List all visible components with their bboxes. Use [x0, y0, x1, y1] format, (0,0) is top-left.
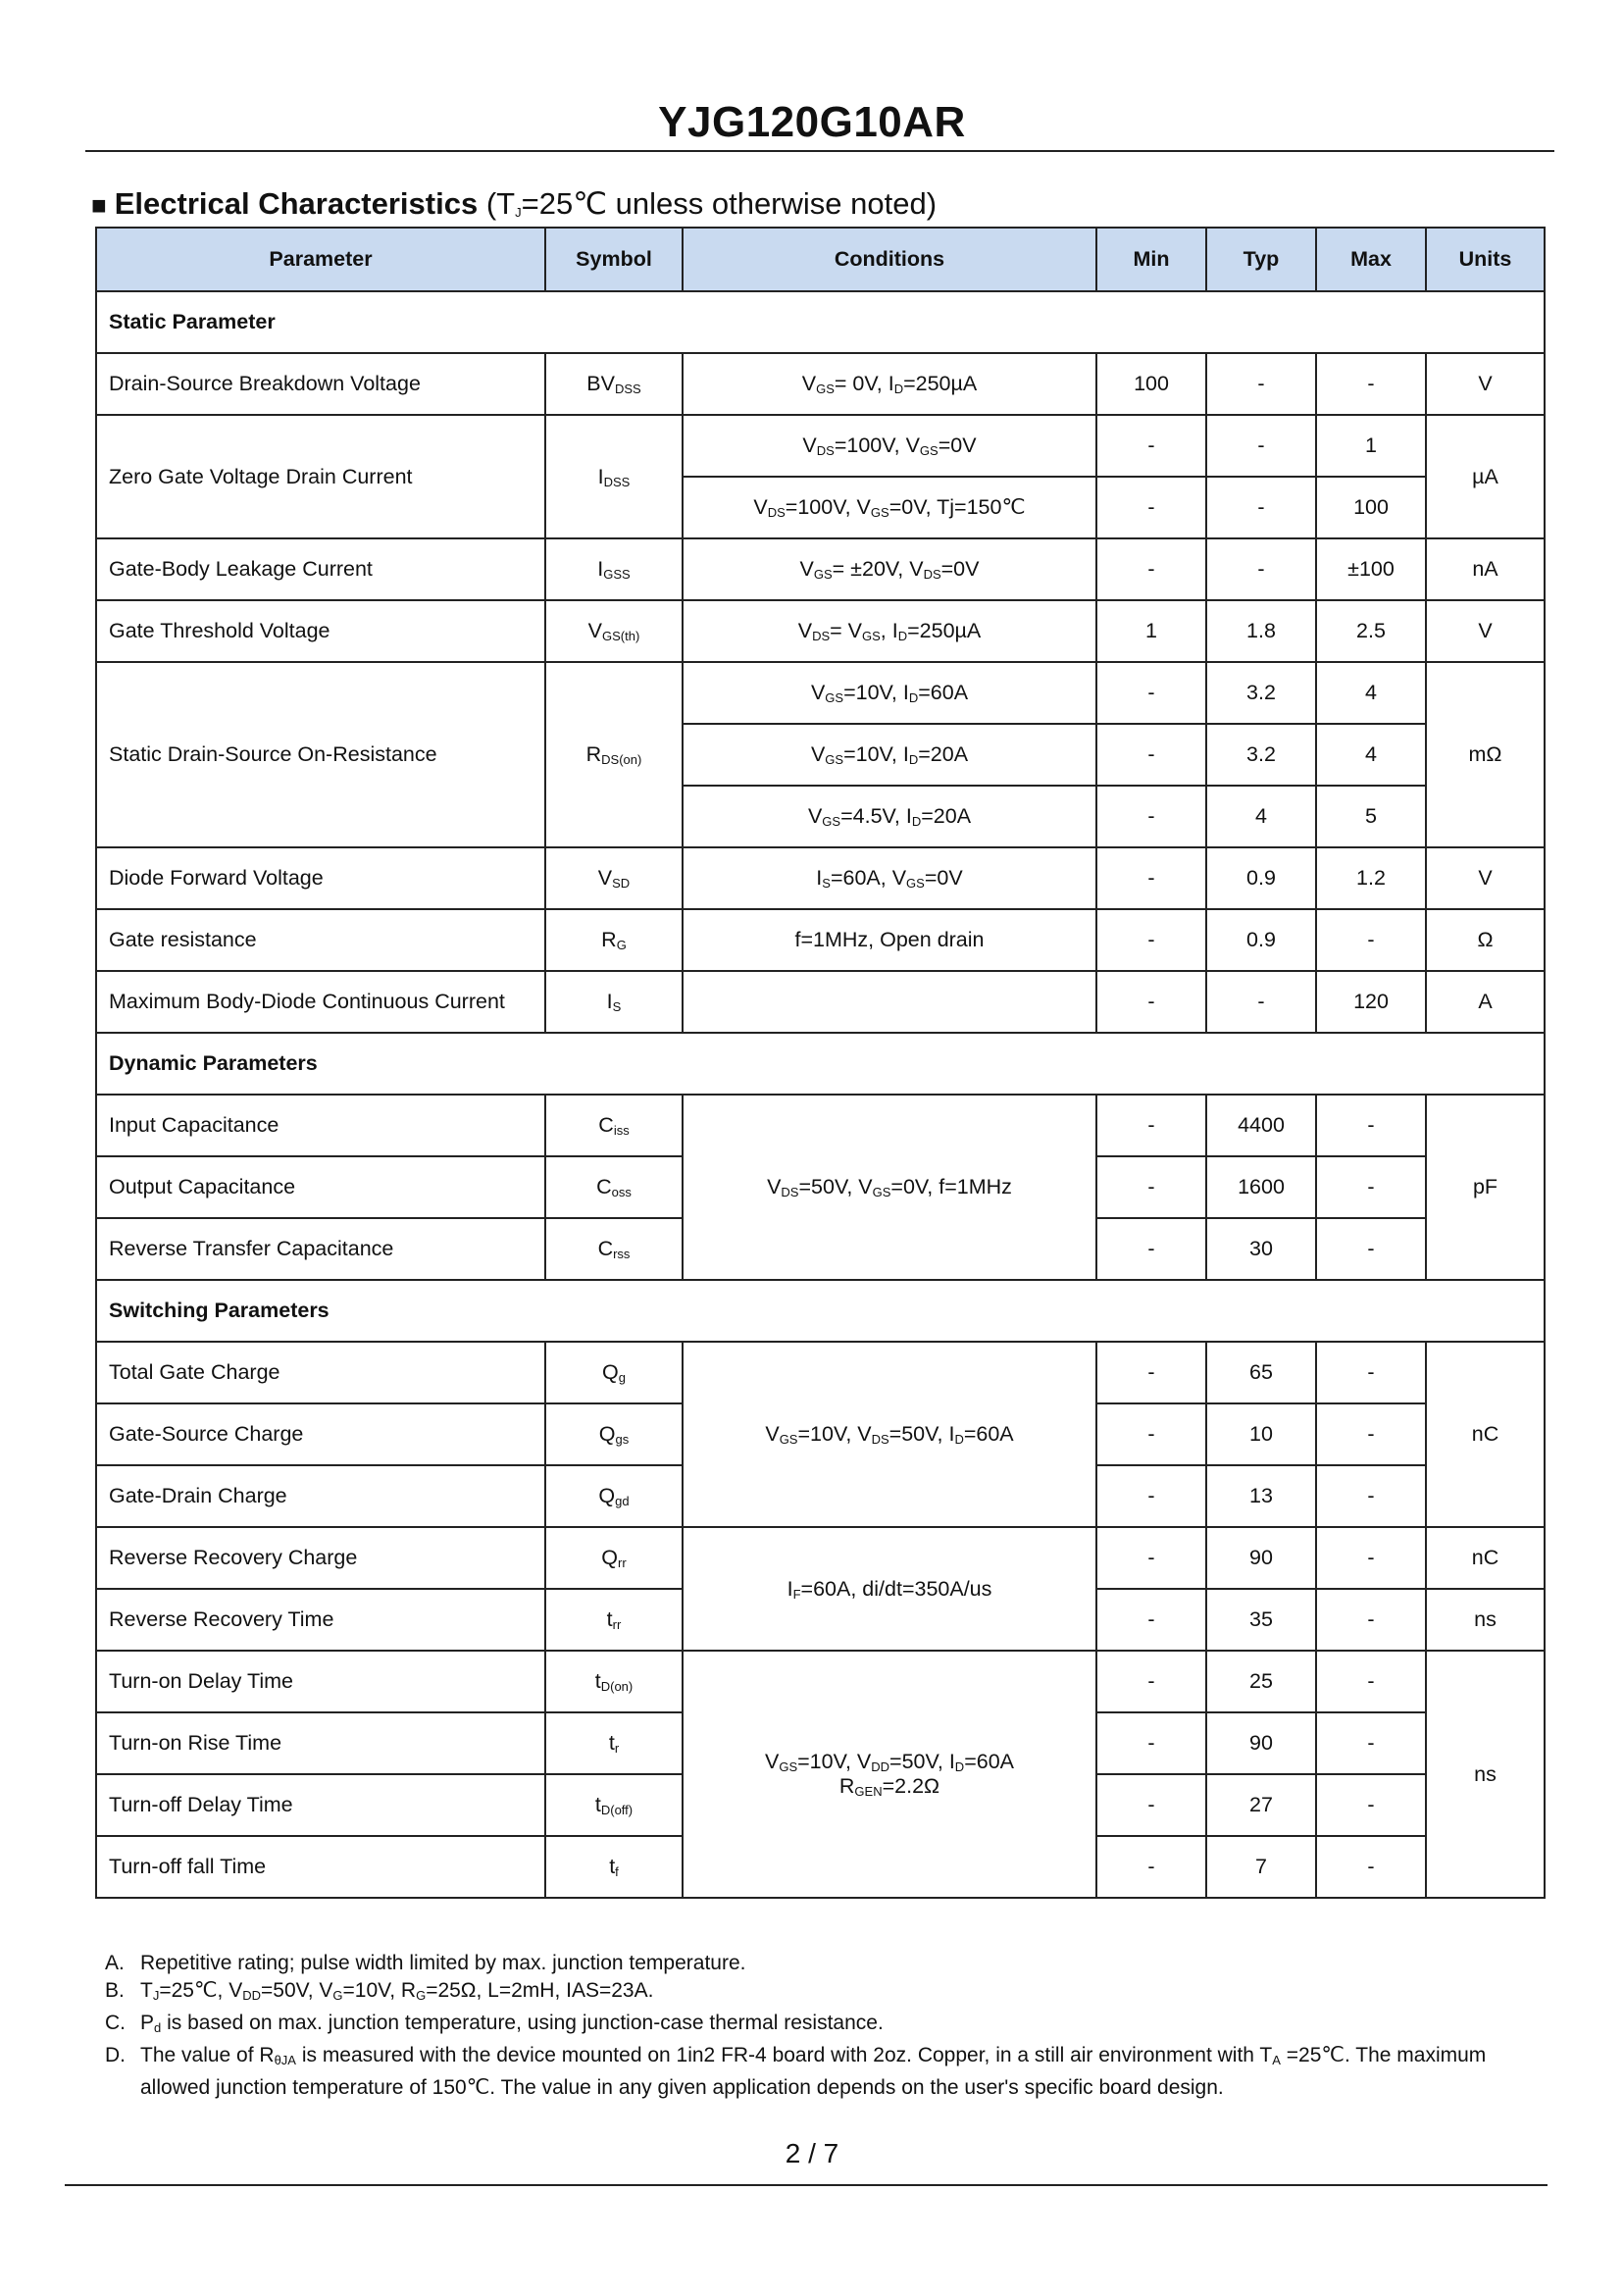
condition-cell: f=1MHz, Open drain — [683, 909, 1096, 971]
table-row — [96, 538, 1545, 600]
typ-cell: 4400 — [1206, 1095, 1316, 1156]
header-rule — [85, 150, 1554, 152]
typ-cell: 3.2 — [1206, 724, 1316, 786]
typ-cell: - — [1206, 971, 1316, 1033]
table-row — [96, 1342, 1545, 1403]
condition-cell: $V_{GS}= 0V$, $I_D=250\mu A$ — [683, 353, 1096, 415]
param-cell: Gate-Source Charge — [96, 1403, 545, 1465]
param-cell: Turn-on Delay Time — [96, 1651, 545, 1712]
symbol-cell: $V_{SD}$ — [545, 847, 683, 909]
footnotes — [105, 1950, 1537, 2102]
condition-cell: $V_{DS}=50V$, $V_{GS}=0V$, f=1MHz — [683, 1095, 1096, 1280]
unit-cell: ns — [1426, 1651, 1545, 1898]
max-cell: - — [1316, 1774, 1426, 1836]
typ-cell: 0.9 — [1206, 847, 1316, 909]
page-number: 2 / 7 — [785, 2138, 839, 2168]
param-cell: Input Capacitance — [96, 1095, 545, 1156]
col-header-typ: Typ — [1206, 228, 1316, 291]
unit-cell: V — [1426, 847, 1545, 909]
typ-cell: 10 — [1206, 1403, 1316, 1465]
typ-cell: 25 — [1206, 1651, 1316, 1712]
min-cell: - — [1096, 1218, 1206, 1280]
symbol-cell: $Q_g$ — [545, 1342, 683, 1403]
symbol-cell: $t_{rr}$ — [545, 1589, 683, 1651]
max-cell: 1 — [1316, 415, 1426, 477]
typ-cell: 1.8 — [1206, 600, 1316, 662]
max-cell: - — [1316, 1403, 1426, 1465]
max-cell: - — [1316, 1156, 1426, 1218]
min-cell: - — [1096, 477, 1206, 538]
group-row — [96, 1280, 1545, 1342]
max-cell: - — [1316, 1527, 1426, 1589]
table-row — [96, 909, 1545, 971]
param-cell: Maximum Body-Diode Continuous Current — [96, 971, 545, 1033]
symbol-cell: $t_{D(off)}$ — [545, 1774, 683, 1836]
unit-cell: µA — [1426, 415, 1545, 538]
min-cell: - — [1096, 1836, 1206, 1898]
electrical-characteristics-table — [95, 227, 1546, 1899]
symbol-cell: $t_{D(on)}$ — [545, 1651, 683, 1712]
condition-cell: $I_S=60A$, $V_{GS}=0V$ — [683, 847, 1096, 909]
max-cell: 4 — [1316, 724, 1426, 786]
condition-cell: $V_{GS}=10V$, $I_D=60A$ — [683, 662, 1096, 724]
group-row — [96, 1033, 1545, 1095]
typ-cell: 7 — [1206, 1836, 1316, 1898]
group-switching-heading: Switching Parameters — [96, 1280, 1545, 1342]
table-row — [96, 415, 1545, 477]
col-header-units: Units — [1426, 228, 1545, 291]
typ-cell: 27 — [1206, 1774, 1316, 1836]
param-cell: Turn-off fall Time — [96, 1836, 545, 1898]
symbol-cell: $Q_{gd}$ — [545, 1465, 683, 1527]
max-cell: - — [1316, 353, 1426, 415]
symbol-cell: $C_{oss}$ — [545, 1156, 683, 1218]
symbol-cell: $Q_{gs}$ — [545, 1403, 683, 1465]
max-cell: - — [1316, 1342, 1426, 1403]
typ-cell: 35 — [1206, 1589, 1316, 1651]
section-marker: ■ — [91, 190, 107, 220]
max-cell: 4 — [1316, 662, 1426, 724]
unit-cell: nC — [1426, 1342, 1545, 1527]
min-cell: - — [1096, 1342, 1206, 1403]
symbol-cell: $t_f$ — [545, 1836, 683, 1898]
max-cell: - — [1316, 1218, 1426, 1280]
min-cell: - — [1096, 1774, 1206, 1836]
param-cell: Diode Forward Voltage — [96, 847, 545, 909]
section-condition: ($T_J=25℃$ unless otherwise noted) — [485, 186, 938, 221]
col-header-conditions: Conditions — [683, 228, 1096, 291]
table-row — [96, 847, 1545, 909]
unit-cell: nA — [1426, 538, 1545, 600]
min-cell: - — [1096, 415, 1206, 477]
condition-cell: $V_{DS}=100V$, $V_{GS}=0V$, Tj=150℃ — [683, 477, 1096, 538]
table-row — [96, 353, 1545, 415]
symbol-cell: $R_{DS(on)}$ — [545, 662, 683, 847]
param-cell: Turn-off Delay Time — [96, 1774, 545, 1836]
max-cell: - — [1316, 1095, 1426, 1156]
condition-cell: $V_{GS}=10V$, $V_{DD}=50V$, $I_D=60A$ $R_{GEN}=2.2\Omega$ — [683, 1651, 1096, 1898]
max-cell: 5 — [1316, 786, 1426, 847]
unit-cell: V — [1426, 600, 1545, 662]
min-cell: - — [1096, 1095, 1206, 1156]
param-cell: Reverse Transfer Capacitance — [96, 1218, 545, 1280]
typ-cell: 1600 — [1206, 1156, 1316, 1218]
param-cell: Gate-Drain Charge — [96, 1465, 545, 1527]
condition-cell: $V_{GS}= \pm 20V$, $V_{DS}=0V$ — [683, 538, 1096, 600]
symbol-cell: $I_S$ — [545, 971, 683, 1033]
symbol-cell: $R_G$ — [545, 909, 683, 971]
unit-cell: A — [1426, 971, 1545, 1033]
min-cell: - — [1096, 1589, 1206, 1651]
unit-cell: mΩ — [1426, 662, 1545, 847]
footnote-b: B. $T_J=25℃$, $V_{DD}=50V$, $V_G=10V$, $R_G=25\Omega$, L=2mH, IAS=23A. — [105, 1979, 654, 2003]
condition-cell: $V_{GS}=4.5V$, $I_D=20A$ — [683, 786, 1096, 847]
min-cell: - — [1096, 1712, 1206, 1774]
max-cell: 120 — [1316, 971, 1426, 1033]
col-header-min: Min — [1096, 228, 1206, 291]
max-cell: 2.5 — [1316, 600, 1426, 662]
min-cell: - — [1096, 1403, 1206, 1465]
condition-cell: $V_{DS}= V_{GS}$, $I_D=250\mu A$ — [683, 600, 1096, 662]
group-dynamic-heading: Dynamic Parameters — [96, 1033, 1545, 1095]
col-header-symbol: Symbol — [545, 228, 683, 291]
min-cell: - — [1096, 538, 1206, 600]
footnote-a: A. Repetitive rating; pulse width limited by max. junction temperature. — [105, 1952, 746, 1974]
typ-cell: - — [1206, 353, 1316, 415]
typ-cell: - — [1206, 538, 1316, 600]
param-cell: Reverse Recovery Time — [96, 1589, 545, 1651]
symbol-cell: $C_{rss}$ — [545, 1218, 683, 1280]
unit-cell: pF — [1426, 1095, 1545, 1280]
symbol-cell: $BV_{DSS}$ — [545, 353, 683, 415]
table-row — [96, 971, 1545, 1033]
max-cell: - — [1316, 1465, 1426, 1527]
min-cell: - — [1096, 847, 1206, 909]
condition-cell: $V_{DS}=100V$, $V_{GS}=0V$ — [683, 415, 1096, 477]
table-row — [96, 662, 1545, 724]
unit-cell: V — [1426, 353, 1545, 415]
min-cell: - — [1096, 786, 1206, 847]
min-cell: - — [1096, 724, 1206, 786]
typ-cell: - — [1206, 415, 1316, 477]
max-cell: 100 — [1316, 477, 1426, 538]
typ-cell: 90 — [1206, 1712, 1316, 1774]
param-cell: Total Gate Charge — [96, 1342, 545, 1403]
max-cell: - — [1316, 909, 1426, 971]
condition-cell: $I_F=60A$, di/dt=350A/us — [683, 1527, 1096, 1651]
footer-rule — [65, 2184, 1548, 2186]
min-cell: 1 — [1096, 600, 1206, 662]
min-cell: - — [1096, 1156, 1206, 1218]
table-row — [96, 1527, 1545, 1589]
typ-cell: - — [1206, 477, 1316, 538]
col-header-max: Max — [1316, 228, 1426, 291]
typ-cell: 65 — [1206, 1342, 1316, 1403]
condition-cell: $V_{GS}=10V$, $V_{DS}=50V$, $I_D=60A$ — [683, 1342, 1096, 1527]
symbol-cell: $C_{iss}$ — [545, 1095, 683, 1156]
param-cell: Drain-Source Breakdown Voltage — [96, 353, 545, 415]
param-cell: Gate Threshold Voltage — [96, 600, 545, 662]
typ-cell: 30 — [1206, 1218, 1316, 1280]
symbol-cell: $t_r$ — [545, 1712, 683, 1774]
param-cell: Gate-Body Leakage Current — [96, 538, 545, 600]
group-static-heading: Static Parameter — [96, 291, 1545, 353]
max-cell: - — [1316, 1589, 1426, 1651]
symbol-cell: $V_{GS(th)}$ — [545, 600, 683, 662]
max-cell: - — [1316, 1836, 1426, 1898]
typ-cell: 13 — [1206, 1465, 1316, 1527]
symbol-cell: $I_{GSS}$ — [545, 538, 683, 600]
unit-cell: nC — [1426, 1527, 1545, 1589]
max-cell: - — [1316, 1651, 1426, 1712]
param-cell: Reverse Recovery Charge — [96, 1527, 545, 1589]
footnote-d: D. The value of $R_{\theta JA}$ is measured with the device mounted on 1in2 FR-4 board with 2oz. Copper, in a still air environment with $T_A$ =25℃. The maximum allowed junction temperature of 150℃. The value in any given application depends on the user's specific board design. — [105, 2044, 1487, 2099]
max-cell: - — [1316, 1712, 1426, 1774]
table-row — [96, 1095, 1545, 1156]
unit-cell: Ω — [1426, 909, 1545, 971]
footnote-c: C. $P_d$ is based on max. junction temperature, using junction-case thermal resistance. — [105, 2012, 884, 2035]
min-cell: 100 — [1096, 353, 1206, 415]
unit-cell: ns — [1426, 1589, 1545, 1651]
param-cell: Gate resistance — [96, 909, 545, 971]
param-cell: Static Drain-Source On-Resistance — [96, 662, 545, 847]
min-cell: - — [1096, 971, 1206, 1033]
typ-cell: 90 — [1206, 1527, 1316, 1589]
section-heading — [91, 186, 937, 222]
condition-cell — [683, 971, 1096, 1033]
typ-cell: 3.2 — [1206, 662, 1316, 724]
condition-cell: $V_{GS}=10V$, $I_D=20A$ — [683, 724, 1096, 786]
typ-cell: 0.9 — [1206, 909, 1316, 971]
max-cell: 1.2 — [1316, 847, 1426, 909]
min-cell: - — [1096, 1527, 1206, 1589]
symbol-cell: $I_{DSS}$ — [545, 415, 683, 538]
param-cell: Zero Gate Voltage Drain Current — [96, 415, 545, 538]
section-title: Electrical Characteristics — [114, 186, 479, 221]
typ-cell: 4 — [1206, 786, 1316, 847]
symbol-cell: $Q_{rr}$ — [545, 1527, 683, 1589]
document-title: YJG120G10AR — [658, 98, 966, 146]
max-cell: ±100 — [1316, 538, 1426, 600]
param-cell: Turn-on Rise Time — [96, 1712, 545, 1774]
min-cell: - — [1096, 1651, 1206, 1712]
group-row — [96, 291, 1545, 353]
table-header-row — [96, 228, 1545, 291]
min-cell: - — [1096, 662, 1206, 724]
table-row — [96, 1651, 1545, 1712]
min-cell: - — [1096, 1465, 1206, 1527]
table-row — [96, 600, 1545, 662]
min-cell: - — [1096, 909, 1206, 971]
col-header-parameter: Parameter — [96, 228, 545, 291]
param-cell: Output Capacitance — [96, 1156, 545, 1218]
